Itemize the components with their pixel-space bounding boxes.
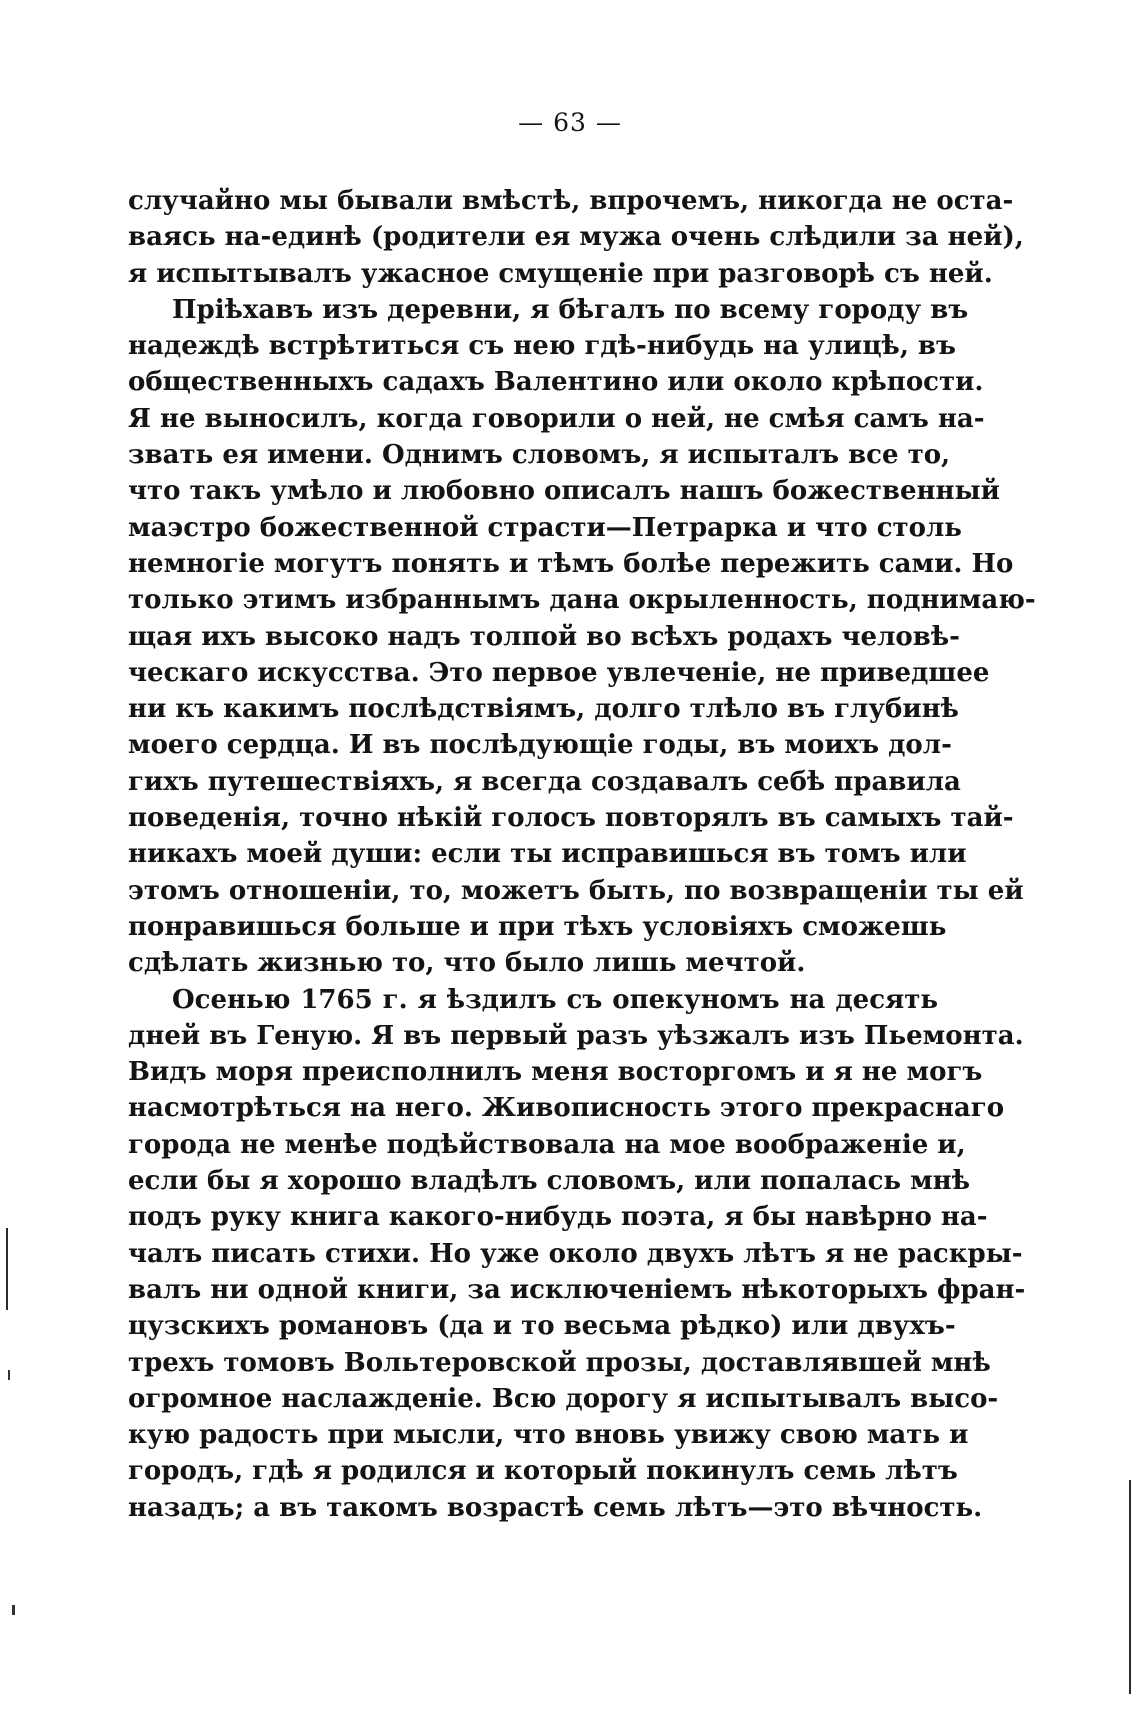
text-line: случайно мы бывали вмѣстѣ, впрочемъ, никогда не оста-	[128, 186, 1014, 216]
text-line: ни къ какимъ послѣдствіямъ, долго тлѣло въ глубинѣ	[128, 694, 959, 725]
page-number: — 63 —	[518, 108, 622, 137]
text-line: дней въ Геную. Я въ первый разъ уѣзжалъ изъ Пьемонта.	[128, 1020, 1024, 1051]
text-line: поведенія, точно нѣкій голосъ повторялъ въ самыхъ тай-	[128, 803, 1014, 834]
text-line: немногіе могутъ понять и тѣмъ болѣе пережить сами. Но	[128, 548, 1014, 579]
text-line: трехъ томовъ Вольтеровской прозы, доставлявшей мнѣ	[128, 1347, 991, 1378]
scan-edge-mark-left	[6, 1228, 8, 1310]
text-line: сдѣлать жизнью то, что было лишь мечтой.	[128, 948, 806, 979]
text-line: чалъ писать стихи. Но уже около двухъ лѣтъ я не раскры-	[128, 1238, 1023, 1269]
text-line: этомъ отношеніи, то, можетъ быть, по возвращеніи ты ей	[128, 875, 1024, 906]
text-line: огромное наслажденіе. Всю дорогу я испытывалъ высо-	[128, 1383, 999, 1414]
text-line: ческаго искусства. Это первое увлеченіе, не приведшее	[128, 657, 990, 688]
scan-edge-mark-right	[1129, 1480, 1131, 1694]
scan-speck	[8, 1370, 10, 1380]
body-text	[128, 183, 1036, 1526]
text-line: Осенью 1765 г. я ѣздилъ съ опекуномъ на десять	[172, 984, 938, 1015]
text-line: Видъ моря преисполнилъ меня восторгомъ и я не могъ	[128, 1057, 983, 1088]
text-line: гихъ путешествіяхъ, я всегда создавалъ себѣ правила	[128, 766, 961, 797]
text-line: только этимъ избраннымъ дана окрыленность, поднимаю-	[128, 585, 1036, 616]
text-line: города не менѣе подѣйствовала на мое воображеніе и,	[128, 1129, 966, 1160]
text-line: понравишься больше и при тѣхъ условіяхъ сможешь	[128, 911, 947, 942]
text-line: звать ея имени. Однимъ словомъ, я испыталъ все то,	[128, 440, 951, 471]
text-line: валъ ни одной книги, за исключеніемъ нѣкоторыхъ фран-	[128, 1274, 1026, 1305]
text-line: никахъ моей души: если ты исправишься въ томъ или	[128, 839, 967, 870]
text-line: назадъ; а въ такомъ возрастѣ семь лѣтъ—это вѣчность.	[128, 1492, 983, 1523]
text-line: моего сердца. И въ послѣдующіе годы, въ моихъ дол-	[128, 730, 952, 761]
text-line: я испытывалъ ужасное смущеніе при разговорѣ съ ней.	[128, 258, 993, 289]
text-line: общественныхъ садахъ Валентино или около крѣпости.	[128, 367, 984, 398]
text-line: Я не выносилъ, когда говорили о ней, не смѣя самъ на-	[128, 403, 985, 434]
text-line: маэстро божественной страсти—Петрарка и что столь	[128, 512, 962, 543]
text-line: кую радость при мысли, что вновь увижу свою мать и	[128, 1420, 969, 1451]
text-line: что такъ умѣло и любовно описалъ нашъ божественный	[128, 476, 1000, 507]
text-line: насмотрѣться на него. Живописность этого прекраснаго	[128, 1093, 1005, 1124]
scan-speck	[12, 1605, 15, 1615]
text-line: если бы я хорошо владѣлъ словомъ, или попалась мнѣ	[128, 1166, 970, 1197]
text-line: цузскихъ романовъ (да и то весьма рѣдко) или двухъ-	[128, 1311, 956, 1342]
text-line: щая ихъ высоко надъ толпой во всѣхъ родахъ человѣ-	[128, 621, 960, 652]
text-line: городъ, гдѣ я родился и который покинулъ семь лѣтъ	[128, 1456, 958, 1487]
text-line: ваясь на-единѣ (родители ея мужа очень слѣдили за ней),	[128, 222, 1024, 253]
text-line: надеждѣ встрѣтиться съ нею гдѣ-нибудь на улицѣ, въ	[128, 331, 956, 362]
text-line: Пріѣхавъ изъ деревни, я бѣгалъ по всему городу въ	[172, 294, 969, 325]
text-line: подъ руку книга какого-нибудь поэта, я бы навѣрно на-	[128, 1202, 988, 1233]
